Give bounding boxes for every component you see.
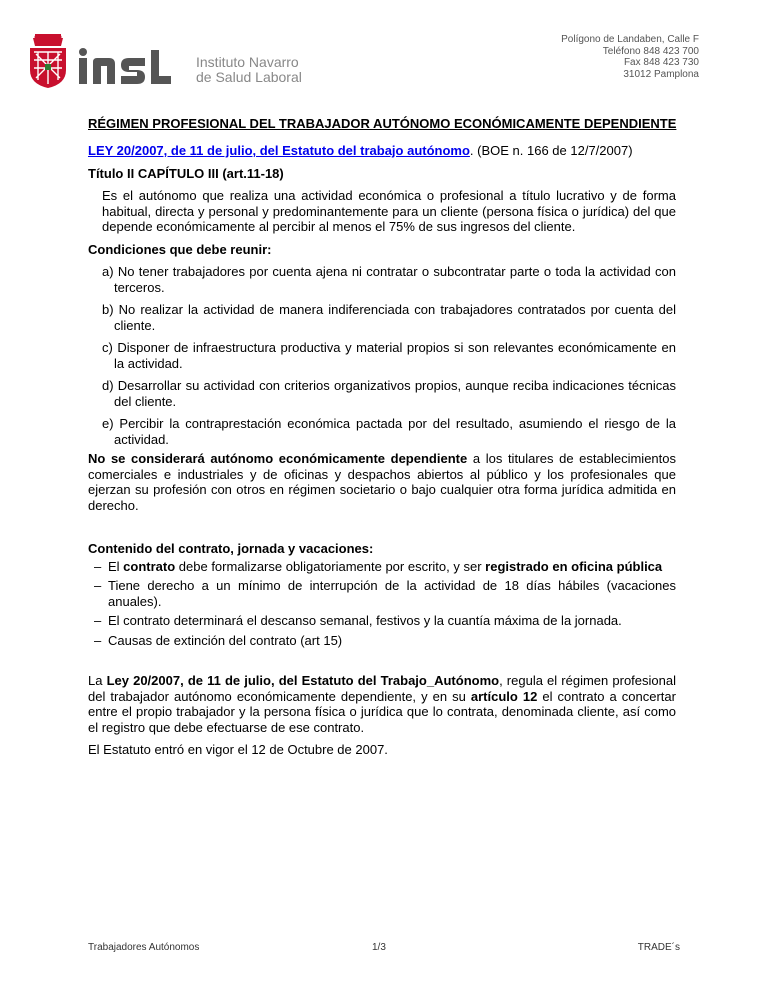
- text-run-bold: registrado en oficina pública: [485, 558, 663, 574]
- contract-item-text: [108, 559, 662, 575]
- intro-paragraph: [88, 143, 676, 159]
- chapter-heading: Título II CAPÍTULO III (art.11-18): [88, 165, 284, 181]
- logo-name-line: Instituto Navarro: [196, 54, 299, 70]
- footer-right: TRADE´s: [637, 942, 680, 953]
- condition-item: a) No tener trabajadores por cuenta ajena ni contratar o subcontratar parte o toda la actividad con terceros.: [102, 264, 676, 295]
- contract-item: [94, 613, 676, 629]
- condition-item: c) Disponer de infraestructura productiva y material propios si son relevantes económicamente en la actividad.: [102, 340, 676, 371]
- in-force-paragraph: El Estatuto entró en vigor el 12 de Octubre de 2007.: [88, 742, 388, 757]
- page-title: RÉGIMEN PROFESIONAL DEL TRABAJADOR AUTÓNOMO ECONÓMICAMENTE DEPENDIENTE: [88, 116, 677, 131]
- condition-item: d) Desarrollar su actividad con criterios organizativos propios, aunque reciba indicaciones técnicas del cliente.: [102, 378, 676, 409]
- exclusion-paragraph: [88, 451, 676, 513]
- text-run-bold: contrato: [123, 558, 176, 574]
- contract-item: [94, 633, 676, 649]
- insl-logo: [25, 34, 195, 99]
- header-address: [561, 34, 699, 80]
- exclusion-text: a los titulares de establecimientos comerciales e industriales y de oficinas y despachos abiertos al público y los profesionales que ejerzan su profesión con otros en régimen societario o bajo cualquier otra forma jurídica admitida en derecho.: [88, 451, 676, 513]
- text-run-bold: artículo 12: [470, 688, 538, 704]
- address-line: Teléfono 848 423 700: [602, 45, 699, 57]
- dash-bullet: –: [94, 578, 102, 593]
- text-run-bold: Ley 20/2007, de 11 de julio, del Estatuto del Trabajo: [106, 673, 427, 688]
- contract-item: [94, 559, 676, 575]
- address-line: Polígono de Landaben, Calle F: [561, 34, 699, 45]
- dash-bullet: –: [94, 558, 102, 574]
- contract-item-text: Causas de extinción del contrato (art 15): [108, 632, 343, 648]
- contract-item-text: Tiene derecho a un mínimo de interrupción de la actividad de 18 días hábiles (vacaciones anuales).: [108, 578, 676, 609]
- text-run: El: [108, 558, 124, 574]
- contract-heading: Contenido del contrato, jornada y vacaciones:: [88, 541, 374, 556]
- text-run: el contrato a concertar entre el propio trabajador y la persona física o jurídica que lo contrata, denominada cliente, así como el registro que debe efectuarse de ese contrato.: [88, 688, 676, 735]
- address-line: 31012 Pamplona: [623, 68, 699, 80]
- exclusion-bold: No se considerará autónomo económicamente dependiente: [88, 451, 468, 466]
- law-link[interactable]: LEY 20/2007, de 11 de julio, del Estatuto del trabajo autónomo: [88, 143, 470, 158]
- law-reference: . (BOE n. 166 de 12/7/2007): [469, 143, 633, 158]
- dash-bullet: –: [94, 632, 102, 648]
- contract-item: [94, 578, 676, 609]
- condition-item: e) Percibir la contraprestación económica pactada por del resultado, asumiendo el riesgo de la actividad.: [102, 416, 676, 447]
- text-run: debe formalizarse obligatoriamente por escrito, y ser: [175, 558, 486, 574]
- definition-paragraph: Es el autónomo que realiza una actividad económica o profesional a título lucrativo y de forma habitual, directa y personal y predominantemente para un cliente (persona física o jurídica) del que depende económicamente al percibir al menos el 75% de sus ingresos del cliente.: [102, 188, 676, 234]
- logo-name-line: de Salud Laboral: [196, 69, 302, 85]
- address-line: Fax 848 423 730: [623, 57, 699, 68]
- contract-item-text: El contrato determinará el descanso semanal, festivos y la cuantía máxima de la jornada.: [108, 613, 622, 628]
- condition-item: b) No realizar la actividad de manera indiferenciada con trabajadores contratados por cuenta del cliente.: [102, 302, 676, 333]
- text-run-bold: _: [426, 673, 435, 688]
- logo-institution-name: [196, 55, 302, 85]
- text-run: , regula el régimen profesional del trabajador autónomo económicamente dependiente, y en su: [88, 673, 676, 704]
- insl-wordmark-icon: [77, 48, 197, 88]
- text-run-bold: Autónomo: [434, 673, 500, 688]
- summary-paragraph: [88, 673, 676, 735]
- dash-bullet: –: [94, 613, 102, 628]
- footer-left: Trabajadores Autónomos: [88, 942, 200, 953]
- document-body: [88, 143, 676, 765]
- page-number: 1/3: [372, 942, 386, 953]
- text-run: La: [88, 673, 107, 688]
- conditions-heading: Condiciones que debe reunir:: [88, 241, 272, 257]
